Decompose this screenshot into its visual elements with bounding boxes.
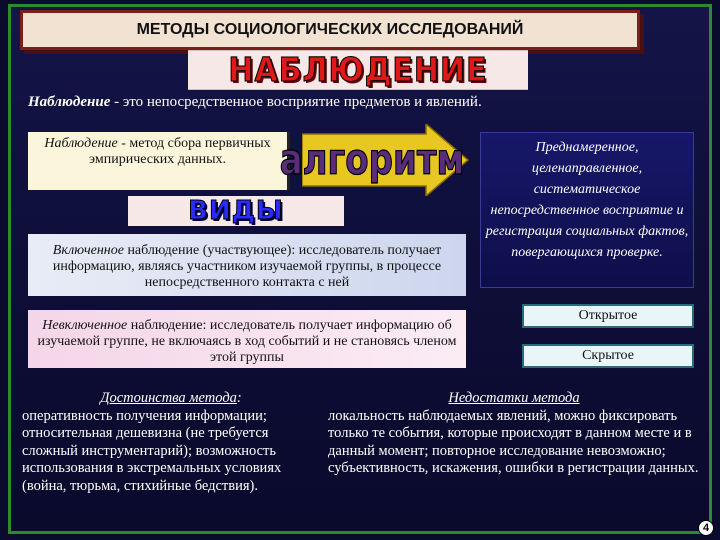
wordart-observation xyxy=(188,50,528,90)
definition-line xyxy=(28,94,628,111)
notincluded-text: наблюдение: исследователь получает информацию об изучаемой группе, не включаясь в ход событий и не становясь членом этой группы xyxy=(37,318,457,365)
definition-text: - это непосредственное восприятие предметов и явлений. xyxy=(110,94,482,110)
disadvantages-text: локальность наблюдаемых явлений, можно фиксировать только те события, которые происходят в данном месте и в данный момент; повторное исследование невозможно; субъективность, искажения, ошибки в регистрации данных. xyxy=(328,407,699,476)
advantages-heading-colon: : xyxy=(236,390,242,406)
primary-data-box xyxy=(28,132,290,190)
definition-detail-box xyxy=(480,132,694,288)
included-observation-box xyxy=(28,234,466,296)
advantages-heading-text: Достоинства метода xyxy=(100,390,237,406)
notincluded-term: Невключенное xyxy=(42,318,128,333)
included-text: наблюдение (участвующее): исследователь получает информацию, являясь участником изучаемой группы, в процессе непосредственного контакта с ней xyxy=(52,243,442,290)
primary-term: Наблюдение xyxy=(44,136,118,151)
definition-term: Наблюдение xyxy=(28,94,111,110)
page-number-badge xyxy=(698,520,714,536)
tag-open-label: Открытое xyxy=(578,308,638,323)
disadvantages-column xyxy=(328,390,700,478)
advantages-column xyxy=(22,390,320,495)
wordart-algorithm xyxy=(279,123,465,198)
tag-open xyxy=(522,304,694,328)
advantages-text: оперативность получения информации; относительная дешевизна (не требуется сложный инструментарий); возможность использования в экстремальных условиях (война, тюрьма, стихийные бедствия). xyxy=(22,407,282,494)
wordart-types-text: ВИДЫ xyxy=(188,196,284,226)
notincluded-observation-box xyxy=(28,310,466,368)
primary-text: - метод сбора первичных эмпирических данных. xyxy=(88,136,271,167)
tag-hidden-label: Скрытое xyxy=(582,348,634,363)
slide-title xyxy=(20,10,640,50)
disadvantages-heading: Недостатки метода xyxy=(448,390,580,406)
wordart-observation-text: НАБЛЮДЕНИЕ xyxy=(228,50,488,90)
definition-detail-text: Преднамеренное, целенаправленное, систематическое непосредственное восприятие и регистрация социальных фактов, повергающихся проверке. xyxy=(485,140,689,260)
tag-hidden xyxy=(522,344,694,368)
slide-title-text: МЕТОДЫ СОЦИОЛОГИЧЕСКИХ ИССЛЕДОВАНИЙ xyxy=(136,21,524,38)
page-number: 4 xyxy=(702,522,710,534)
wordart-types xyxy=(128,196,344,226)
wordart-algorithm-text: алгоритм xyxy=(279,135,465,185)
advantages-heading xyxy=(22,390,320,408)
included-term: Включенное xyxy=(52,243,124,258)
